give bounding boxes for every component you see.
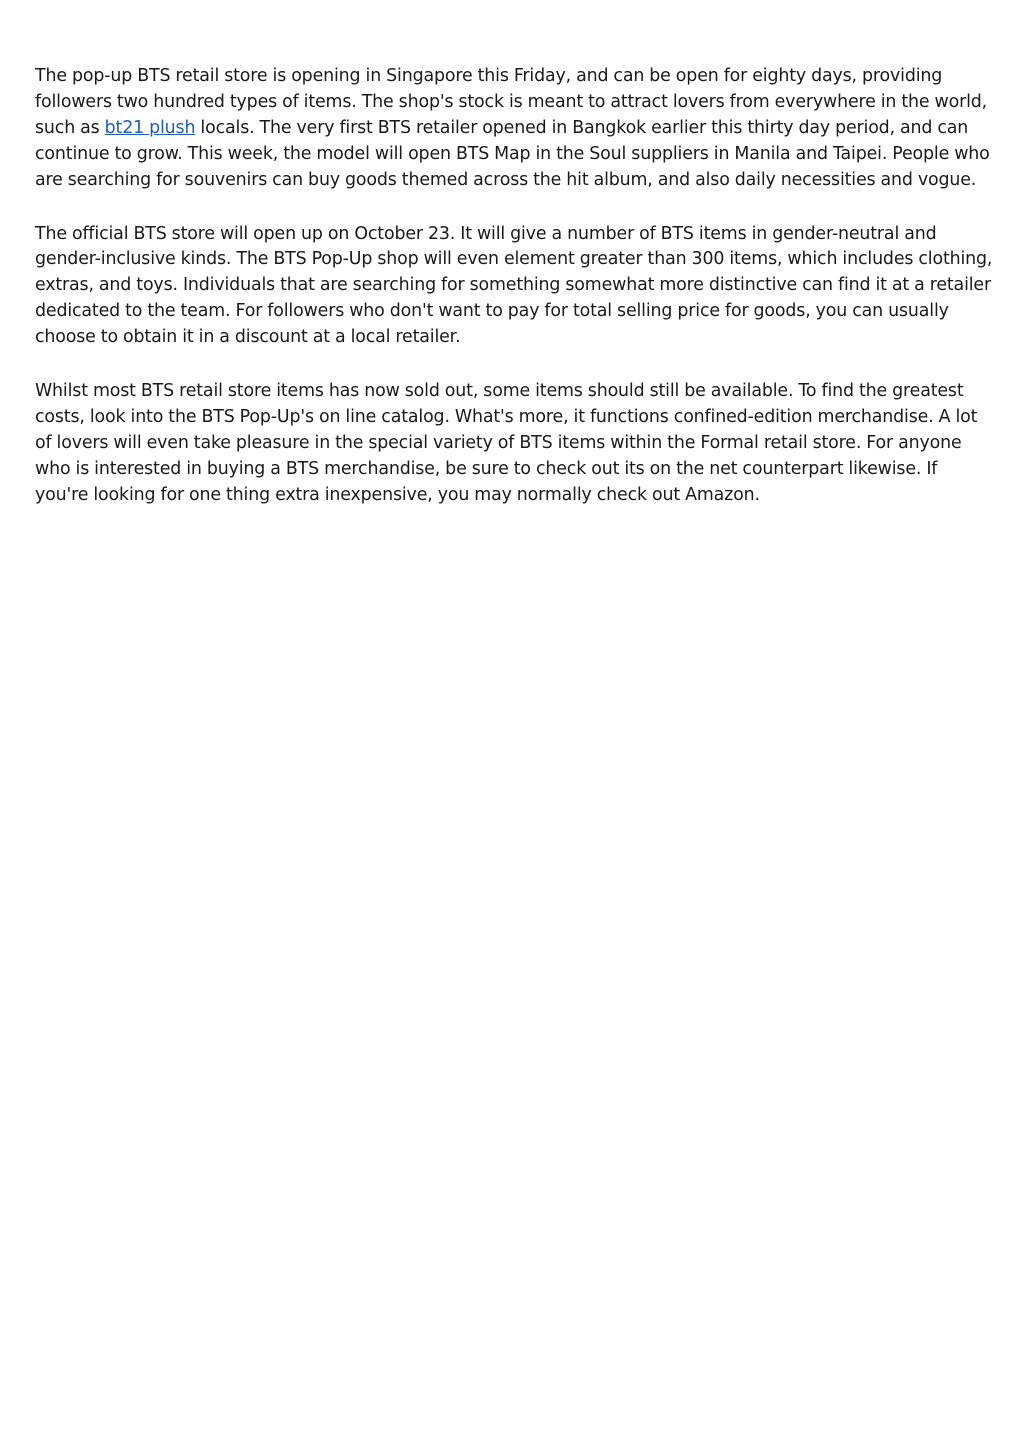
paragraph-1-text-before-link: The pop-up BTS retail store is opening in Singapore this Friday, and can be open for eighty days, providing followers two hundred types of items. The shop's stock is meant to attract lovers from everywhere in the world, such as — [35, 66, 988, 138]
article-paragraph-2: The official BTS store will open up on October 23. It will give a number of BTS items in gender-neutral and gender-inclusive kinds. The BTS Pop-Up shop will even element greater than 300 items, which includes clothing, extras, and toys. Individuals that are searching for something somewhat more distinctive can find it at a retailer dedicated to the team. For followers who don't want to pay for total selling price for goods, you can usually choose to obtain it in a discount at a local retailer. — [35, 223, 993, 348]
article-body — [35, 64, 993, 537]
article-paragraph-3: Whilst most BTS retail store items has now sold out, some items should still be available. To find the greatest costs, look into the BTS Pop-Up's on line catalog. What's more, it functions confined-edition merchandise. A lot of lovers will even take pleasure in the special variety of BTS items within the Formal retail store. For anyone who is interested in buying a BTS merchandise, be sure to check out its on the net counterpart likewise. If you're looking for one thing extra inexpensive, you may normally check out Amazon. — [35, 381, 978, 505]
paragraph-1-text-after-link: locals. The very first BTS retailer opened in Bangkok earlier this thirty day period, and can continue to grow. This week, the model will open BTS Map in the Soul suppliers in Manila and Taipei. People who are searching for souvenirs can buy goods themed across the hit album, and also daily necessities and vogue. — [35, 117, 990, 190]
bt21-plush-link[interactable]: bt21 plush — [104, 117, 196, 138]
article-paragraph-1 — [35, 64, 993, 194]
